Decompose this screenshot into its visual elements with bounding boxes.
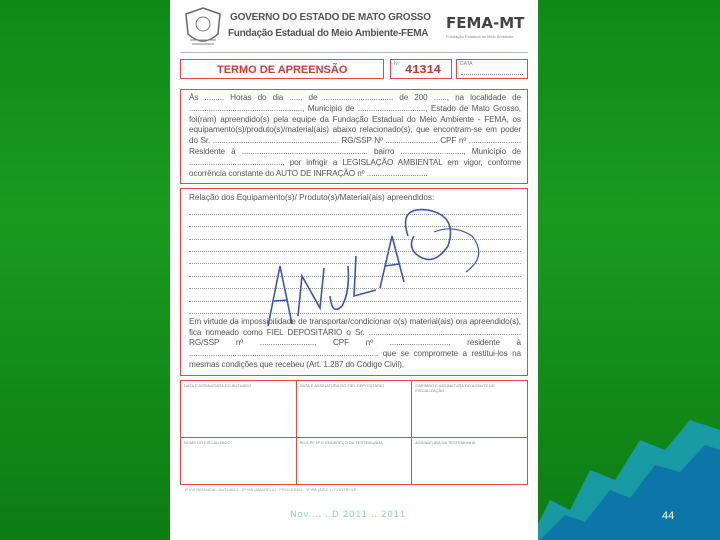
fema-logo-subtitle: Fundação Estadual do Meio Ambiente	[446, 34, 514, 39]
sig-depositario: DATA E ASSINATURA DO FIEL DEPOSITÁRIO	[297, 381, 413, 437]
form-header	[180, 6, 528, 53]
fema-logo: FEMA-MT	[446, 14, 525, 32]
sig-fiscalizado: NOME DO FISCALIZADO	[181, 438, 297, 484]
page-number: 44	[662, 510, 675, 522]
form-title: TERMO DE APREENSÃO	[180, 59, 384, 79]
gov-title: GOVERNO DO ESTADO DE MATO GROSSO	[230, 12, 431, 23]
main-text-box	[180, 89, 528, 184]
relation-box	[180, 188, 528, 376]
state-crest-icon	[182, 6, 224, 50]
signature-box	[180, 380, 528, 485]
form-number-box	[390, 59, 452, 79]
relation-title: Relação dos Equipamento(s)/ Produto(s)/Material(ais) apreendidos:	[189, 193, 435, 203]
form-number: 41314	[405, 63, 442, 77]
signature-row-top	[181, 380, 527, 437]
wave-decoration	[530, 410, 720, 540]
gov-subtitle: Fundação Estadual do Meio Ambiente-FEMA	[228, 28, 429, 39]
date-box	[456, 59, 528, 79]
sig-testemunha-endereco: RG/CPF Nº E ENDEREÇO DA TESTEMUNHA	[297, 438, 413, 484]
main-text: Às ......... Horas do dia ...... de ................................ de 200 ......, na localidade de ...................................................., Município de ..............................., Estado de Mato Grosso, foi(ram) apreendido(s) pela equipe da Fundação Estadual do Meio Ambiente - FEMA, os equipamento(s)/produto(s)/material(ais) abaixo relacionado(s), que encontram-se em poder do Sr. .......................................................... RG/SSP Nº ........................ CPF nº ........................ Residente à .......................................................... bairro ............................., Município de ..........................................., por infrigir a LEGISLAÇÃO AMBIENTAL em vigor, conforme ocorrência constante do AUTO DE INFRAÇÃO nº ............................	[189, 93, 521, 178]
depositario-text: Em virtude da impossibilidade de transportar/condicionar o(s) material(ais) ora apreendido(s), fica nomeado como FIEL DEPOSITÁRIO o Sr. ...................................................................... RG/SSP nº ........................., CPF nº ..........................., residente à ....................................................................................... que se compromete a restitui-los na mesmas condições que recebeu (Art. 1.287 do Código Civil).	[189, 316, 521, 370]
scanned-form	[170, 0, 538, 540]
sig-testemunha: ASSINATURA DA TESTEMUNHA	[415, 439, 476, 445]
slide-caption: Nov.... ..D 2011 .. 2011	[290, 510, 406, 520]
form-footer: 1ª VIA (BRANCA) - AUTUADO - 2ª VIA (AMARELA) - PROCESSO - 3ª VIA (AZUL) - CONTROLE	[184, 486, 357, 492]
relation-lines	[181, 202, 527, 314]
sig-autuado: DATA E ASSINATURA DO AUTUADO	[181, 381, 297, 437]
signature-row-bottom	[181, 437, 527, 484]
sig-agente: CARIMBO E ASSINATURA DO AGENTE DE FISCALIZAÇÃO	[415, 382, 495, 393]
date-label: DATA	[460, 61, 473, 67]
date-line	[461, 74, 523, 75]
number-label: Nº	[394, 61, 400, 67]
